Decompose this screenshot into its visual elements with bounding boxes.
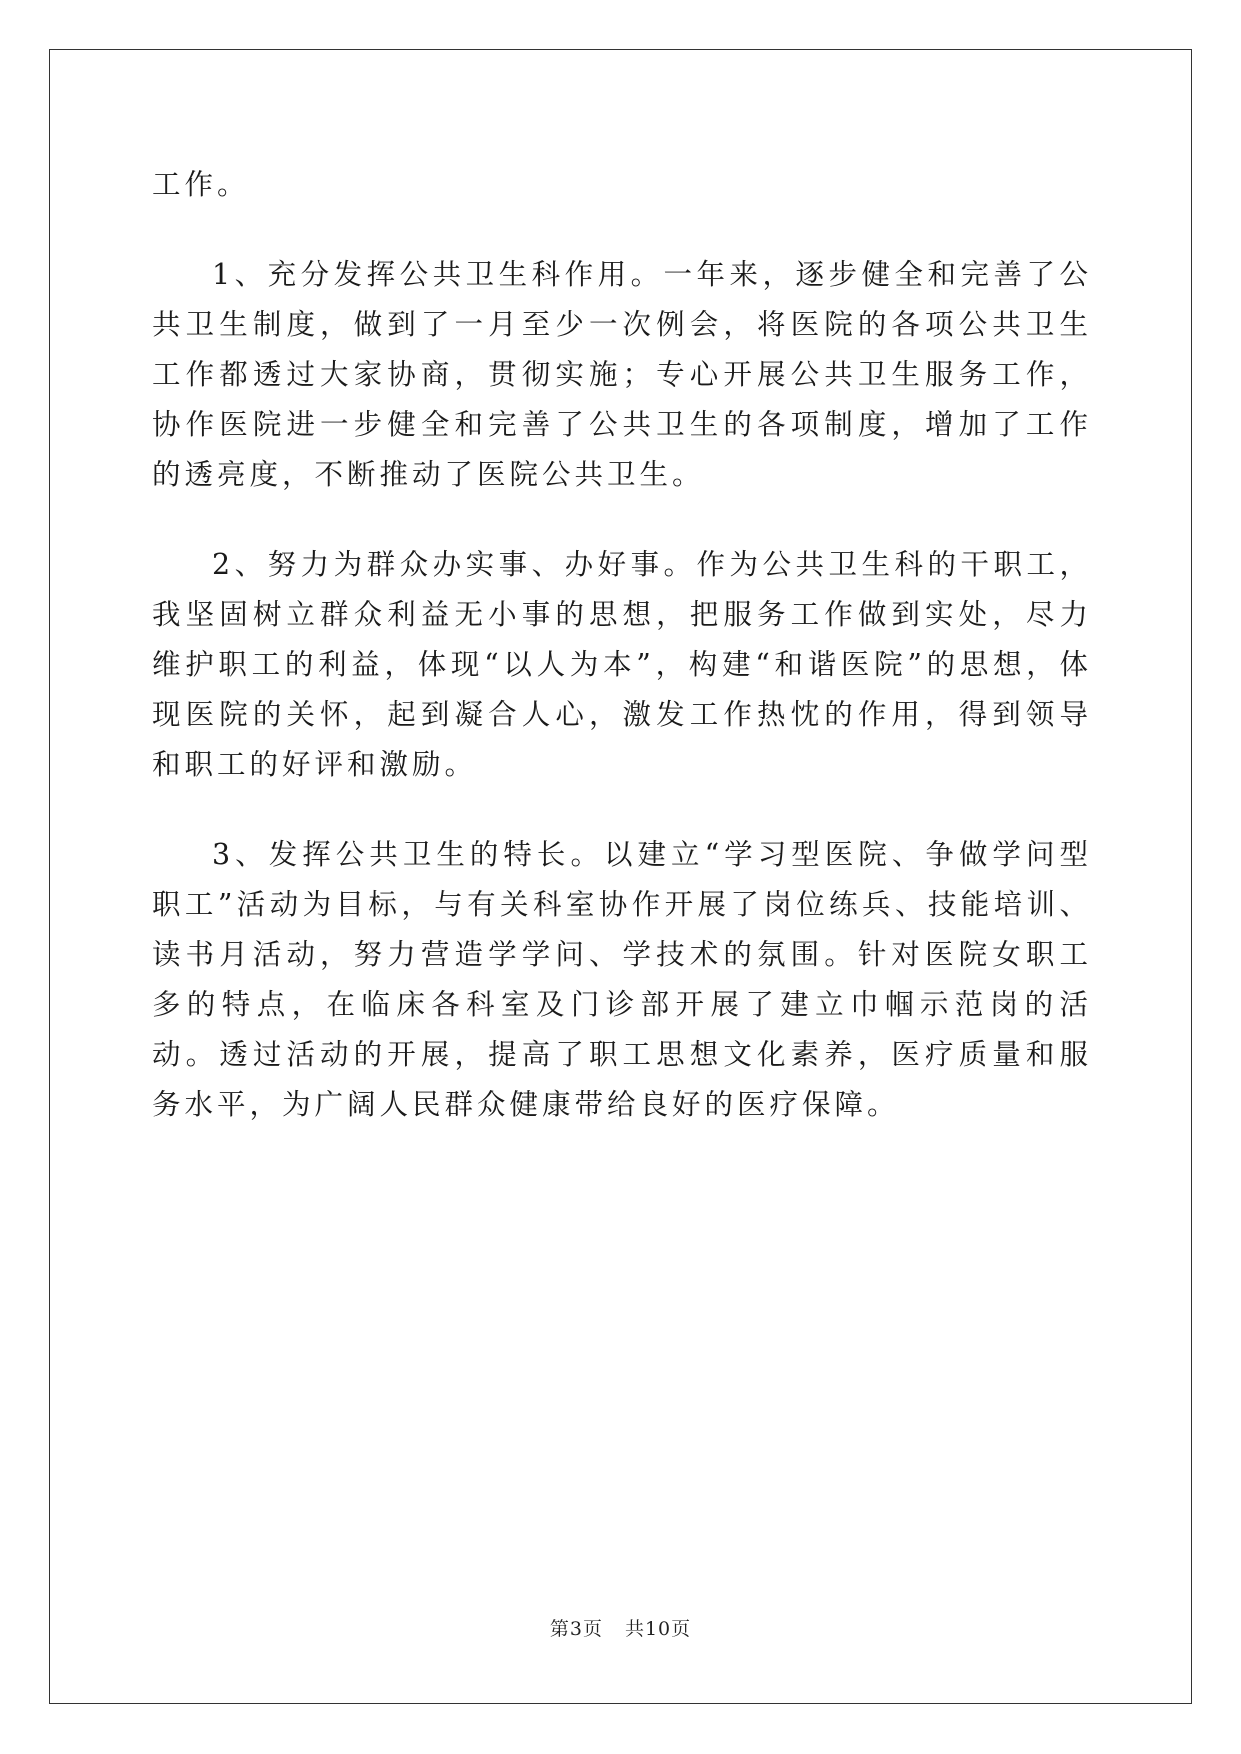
- paragraph-continuation: 工作。: [152, 168, 250, 201]
- document-body: [152, 160, 1092, 1170]
- page-footer: [0, 1614, 1241, 1641]
- page-number: 第3页: [549, 1618, 603, 1640]
- page-total: 共10页: [624, 1618, 692, 1640]
- paragraph-item-1: 1、充分发挥公共卫生科作用。一年来，逐步健全和完善了公共卫生制度，做到了一月至少一次例会，将医院的各项公共卫生工作都透过大家协商，贯彻实施；专心开展公共卫生服务工作，协作医院进一步健全和完善了公共卫生的各项制度，增加了工作的透亮度，不断推动了医院公共卫生。: [152, 258, 1092, 491]
- paragraph-item-3: 3、发挥公共卫生的特长。以建立“学习型医院、争做学问型职工”活动为目标，与有关科室协作开展了岗位练兵、技能培训、读书月活动，努力营造学学问、学技术的氛围。针对医院女职工多的特点，在临床各科室及门诊部开展了建立巾帼示范岗的活动。透过活动的开展，提高了职工思想文化素养，医疗质量和服务水平，为广阔人民群众健康带给良好的医疗保障。: [152, 838, 1092, 1121]
- paragraph-item-2: 2、努力为群众办实事、办好事。作为公共卫生科的干职工，我坚固树立群众利益无小事的思想，把服务工作做到实处，尽力维护职工的利益，体现“以人为本”，构建“和谐医院”的思想，体现医院的关怀，起到凝合人心，激发工作热忱的作用，得到领导和职工的好评和激励。: [152, 548, 1092, 781]
